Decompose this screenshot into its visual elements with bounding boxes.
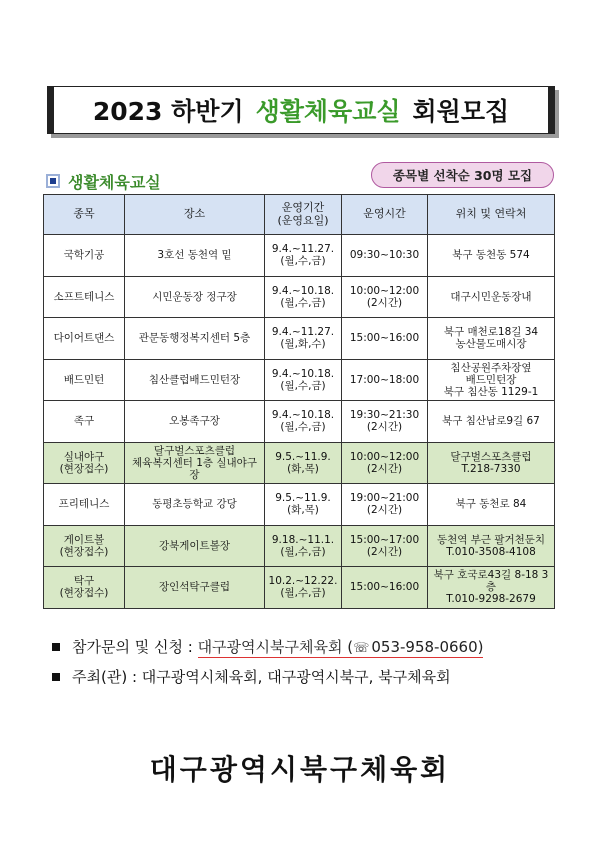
cell-sport: 탁구 (현장접수): [44, 567, 125, 609]
table-row: [44, 235, 555, 277]
cell-contact: 달구벌스포츠클럽 T.218-7330: [428, 442, 555, 484]
page-title: [47, 86, 555, 134]
title-suffix: 회원모집: [412, 97, 510, 126]
cell-venue: 관문동행정복지센터 5층: [125, 318, 265, 360]
table-row: [44, 401, 555, 443]
title-prefix: 2023 하반기: [92, 97, 244, 126]
host-text: 주최(관) : 대구광역시체육회, 대구광역시북구, 북구체육회: [72, 668, 451, 686]
cell-time: 15:00~16:00: [342, 318, 428, 360]
square-bullet-icon: [52, 673, 60, 681]
cell-venue: 강북게이트볼장: [125, 525, 265, 567]
recruit-badge: 종목별 선착순 30명 모집: [371, 162, 554, 188]
cell-contact: 대구시민운동장내: [428, 276, 555, 318]
cell-sport: 프리테니스: [44, 484, 125, 526]
header-time: 운영시간: [342, 195, 428, 235]
inquiry-line: [52, 636, 483, 657]
cell-period: 9.5.~11.9. (화,목): [265, 484, 342, 526]
cell-contact: 북구 호국로43길 8-18 3층 T.010-9298-2679: [428, 567, 555, 609]
cell-period: 10.2.~12.22. (월,수,금): [265, 567, 342, 609]
inquiry-org: 대구광역시북구체육회 (: [197, 638, 354, 656]
table-row: [44, 484, 555, 526]
table-row: [44, 276, 555, 318]
table-row: [44, 567, 555, 609]
cell-sport: 족구: [44, 401, 125, 443]
cell-time: 10:00~12:00 (2시간): [342, 442, 428, 484]
section-heading-text: 생활체육교실: [68, 172, 161, 192]
table-header-row: [44, 195, 555, 235]
cell-time: 17:00~18:00: [342, 359, 428, 401]
host-line: [52, 666, 451, 687]
cell-venue: 장인석탁구클럽: [125, 567, 265, 609]
cell-contact: 북구 동천로 84: [428, 484, 555, 526]
cell-contact: 북구 침산남로9길 67: [428, 401, 555, 443]
cell-period: 9.4.~11.27. (월,화,수): [265, 318, 342, 360]
cell-sport: 실내야구 (현장접수): [44, 442, 125, 484]
inquiry-label: 참가문의 및 신청 :: [72, 638, 198, 656]
cell-time: 19:00~21:00 (2시간): [342, 484, 428, 526]
cell-venue: 동평초등학교 강당: [125, 484, 265, 526]
cell-sport: 국학기공: [44, 235, 125, 277]
organization-footer: 대구광역시북구체육회: [149, 753, 451, 786]
table-row: [44, 318, 555, 360]
cell-time: 19:30~21:30 (2시간): [342, 401, 428, 443]
table-row: [44, 359, 555, 401]
cell-period: 9.4.~10.18. (월,수,금): [265, 401, 342, 443]
schedule-table: [43, 194, 555, 609]
square-bullet-icon: [46, 174, 60, 188]
cell-sport: 다이어트댄스: [44, 318, 125, 360]
section-heading: [46, 170, 161, 192]
cell-sport: 배드민턴: [44, 359, 125, 401]
cell-venue: 3호선 동천역 밑: [125, 235, 265, 277]
table-row: [44, 525, 555, 567]
cell-period: 9.4.~10.18. (월,수,금): [265, 276, 342, 318]
table-row: [44, 442, 555, 484]
cell-time: 10:00~12:00 (2시간): [342, 276, 428, 318]
cell-time: 09:30~10:30: [342, 235, 428, 277]
cell-sport: 소프트테니스: [44, 276, 125, 318]
cell-sport: 게이트볼 (현장접수): [44, 525, 125, 567]
header-contact: 위치 및 연락처: [428, 195, 555, 235]
cell-time: 15:00~16:00: [342, 567, 428, 609]
cell-contact: 북구 동천동 574: [428, 235, 555, 277]
square-bullet-icon: [52, 643, 60, 651]
cell-time: 15:00~17:00 (2시간): [342, 525, 428, 567]
header-period: 운영기간 (운영요일): [265, 195, 342, 235]
cell-venue: 오봉족구장: [125, 401, 265, 443]
cell-period: 9.18.~11.1. (월,수,금): [265, 525, 342, 567]
phone-icon: ☏: [353, 641, 370, 656]
title-accent: 생활체육교실: [255, 97, 401, 126]
cell-contact: 북구 매천로18길 34 농산물도매시장: [428, 318, 555, 360]
cell-period: 9.5.~11.9. (화,목): [265, 442, 342, 484]
cell-contact: 침산공원주차장옆 배드민턴장 북구 침산동 1129-1: [428, 359, 555, 401]
cell-period: 9.4.~10.18. (월,수,금): [265, 359, 342, 401]
inquiry-phone: 053-958-0660): [371, 638, 484, 656]
cell-contact: 동천역 부근 팔거천둔치 T.010-3508-4108: [428, 525, 555, 567]
cell-venue: 침산클럽배드민턴장: [125, 359, 265, 401]
inquiry-contact: [198, 638, 484, 658]
cell-venue: 시민운동장 정구장: [125, 276, 265, 318]
cell-period: 9.4.~11.27. (월,수,금): [265, 235, 342, 277]
header-venue: 장소: [125, 195, 265, 235]
cell-venue: 달구벌스포츠클럽 체육복지센터 1층 실내야구장: [125, 442, 265, 484]
header-sport: 종목: [44, 195, 125, 235]
